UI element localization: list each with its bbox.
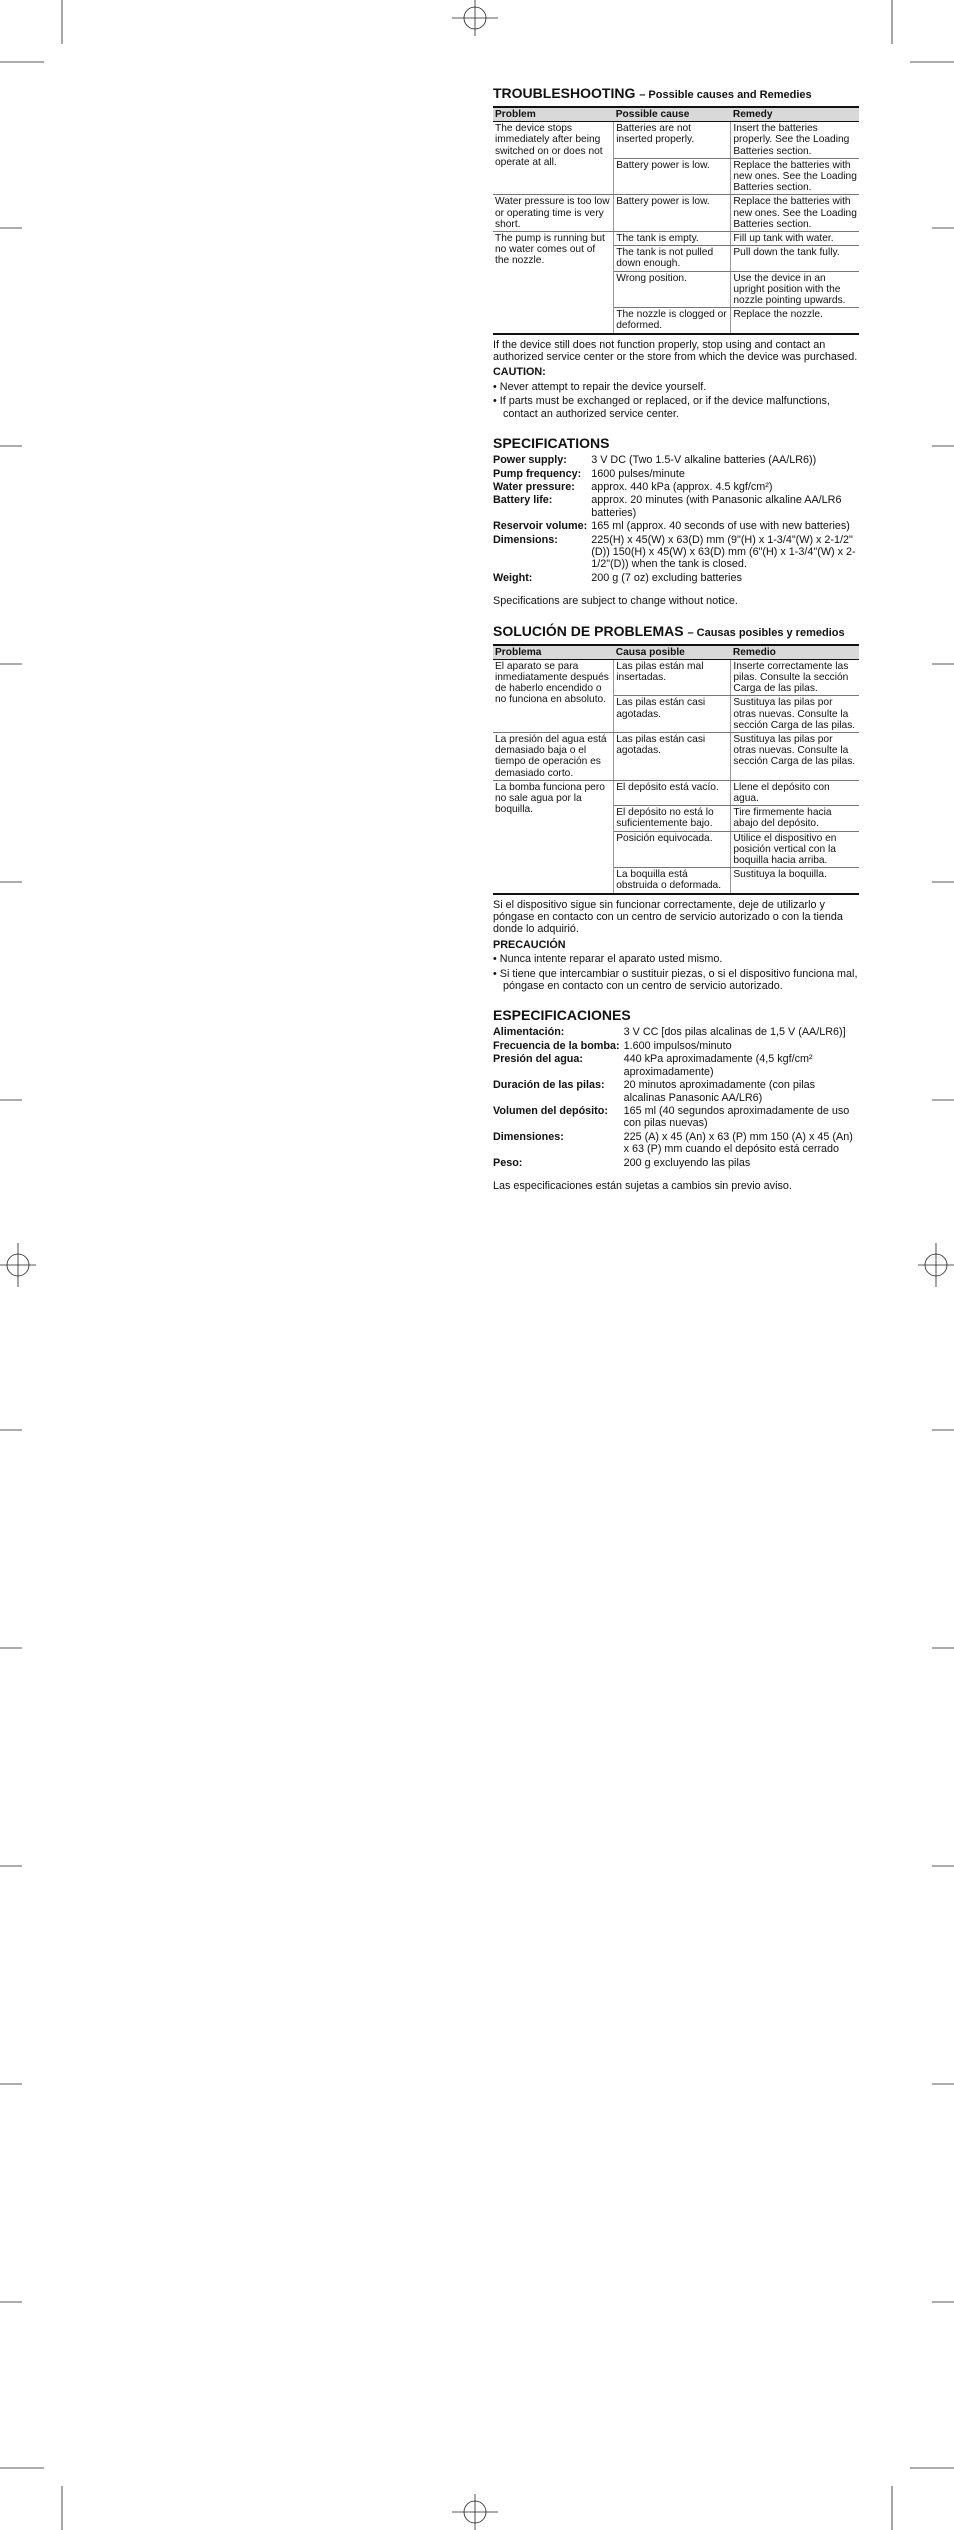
especificaciones-note: Las especificaciones están sujetas a cambios sin previo aviso. bbox=[493, 1179, 792, 1192]
table-row: Duración de las pilas: 20 minutos aproximadamente (con pilas alcalinas Panasonic AA/LR6) bbox=[493, 1079, 816, 1104]
troubleshooting-title: TROUBLESHOOTING bbox=[493, 85, 636, 101]
troubleshooting-caution-label: CAUTION: bbox=[493, 366, 546, 379]
troubleshooting-heading bbox=[493, 86, 859, 103]
table-row: The tank is not pulled down enough. Pull down the tank fully. bbox=[493, 246, 859, 271]
table-header: Possible cause bbox=[614, 107, 731, 122]
table-row: Weight: 200 g (7 oz) excluding batteries bbox=[493, 571, 742, 584]
table-row: Dimensions: 225(H) x 45(W) x 63(D) mm (9"(H) x 1-3/4"(W) x 2-1/2"(D)) 150(H) x 45(W) x 63(D) mm (6"(H) x 1-3/4"(W) x 2-1/2"(D)) when the tank is closed. bbox=[493, 533, 856, 571]
table-row: The device stops immediately after being switched on or does not operate at all. Batteries are not inserted properly. Insert the batteries properly. See the Loading Batteries section. bbox=[493, 122, 859, 159]
solucion-section bbox=[493, 624, 859, 993]
especificaciones-title: ESPECIFICACIONES bbox=[493, 1007, 631, 1024]
solucion-caution-2: • Si tiene que intercambiar o sustituir piezas, o si el dispositivo funciona mal, póngase en contacto con un centro de servicio autorizado. bbox=[493, 967, 858, 993]
table-row: Dimensiones: 225 (A) x 45 (An) x 63 (P) mm 150 (A) x 45 (An) x 63 (P) mm cuando el depósito está cerrado bbox=[493, 1130, 853, 1156]
table-row: Alimentación: 3 V CC [dos pilas alcalinas de 1,5 V (AA/LR6)] bbox=[493, 1026, 846, 1039]
specifications-section bbox=[493, 436, 859, 607]
troubleshooting-subtitle: – Possible causes and Remedies bbox=[639, 89, 812, 101]
table-header: Problema bbox=[493, 645, 614, 660]
solucion-caution-label: PRECAUCIÓN bbox=[493, 938, 566, 951]
specifications-table bbox=[493, 454, 859, 585]
table-row: Presión del agua: 440 kPa aproximadamente (4,5 kgf/cm² aproximadamente) bbox=[493, 1053, 813, 1078]
specifications-note: Specifications are subject to change without notice. bbox=[493, 595, 738, 608]
table-row: Water pressure is too low or operating time is very short. Battery power is low. Replace the batteries with new ones. See the Loading Batteries section. bbox=[493, 195, 859, 232]
troubleshooting-section bbox=[493, 86, 859, 420]
table-row: La boquilla está obstruida o deformada. Sustituya la boquilla. bbox=[493, 868, 859, 894]
solucion-after: Si el dispositivo sigue sin funcionar correctamente, deje de utilizarlo y póngase en contacto con un centro de servicio autorizado o con la tienda donde lo adquirió. bbox=[493, 898, 843, 936]
solucion-title: SOLUCIÓN DE PROBLEMAS bbox=[493, 622, 684, 639]
solucion-table bbox=[493, 644, 859, 895]
troubleshooting-table bbox=[493, 106, 859, 335]
solucion-heading bbox=[493, 624, 859, 641]
table-row: Wrong position. Use the device in an upright position with the nozzle pointing upwards. bbox=[493, 271, 859, 308]
solucion-caution-1: • Nunca intente reparar el aparato usted mismo. bbox=[493, 953, 723, 966]
table-row: Frecuencia de la bomba: 1.600 impulsos/minuto bbox=[493, 1039, 732, 1052]
troubleshooting-caution-2: • If parts must be exchanged or replaced, or if the device malfunctions, contact an authorized service center. bbox=[493, 395, 830, 420]
table-row: El depósito no está lo suficientemente bajo. Tire firmemente hacia abajo del depósito. bbox=[493, 806, 859, 831]
right-column bbox=[493, 86, 859, 1208]
table-row: The pump is running but no water comes out of the nozzle. The tank is empty. Fill up tank with water. bbox=[493, 232, 859, 246]
specifications-title: SPECIFICATIONS bbox=[493, 435, 610, 452]
table-row: Posición equivocada. Utilice el dispositivo en posición vertical con la boquilla hacia arriba. bbox=[493, 831, 859, 868]
table-row: The nozzle is clogged or deformed. Replace the nozzle. bbox=[493, 308, 859, 334]
especificaciones-table bbox=[493, 1026, 859, 1169]
table-row: Reservoir volume: 165 ml (approx. 40 seconds of use with new batteries) bbox=[493, 520, 850, 533]
troubleshooting-caution-1: • Never attempt to repair the device yourself. bbox=[493, 380, 707, 393]
table-row: Water pressure: approx. 440 kPa (approx. 4.5 kgf/cm²) bbox=[493, 480, 773, 493]
table-row: Power supply: 3 V DC (Two 1.5-V alkaline batteries (AA/LR6)) bbox=[493, 454, 817, 467]
especificaciones-section bbox=[493, 1008, 859, 1192]
table-row: La presión del agua está demasiado baja o el tiempo de operación es demasiado corto. Las pilas están casi agotadas. Sustituya las pilas por otras nuevas. Consulte la sección Carga de las pilas. bbox=[493, 732, 859, 780]
table-header: Remedio bbox=[731, 645, 859, 660]
table-row: Pump frequency: 1600 pulses/minute bbox=[493, 467, 685, 480]
table-header: Problem bbox=[493, 107, 614, 122]
solucion-subtitle: – Causas posibles y remedios bbox=[687, 626, 845, 639]
troubleshooting-after: If the device still does not function properly, stop using and contact an authorized service center or the store from which the device was purchased. bbox=[493, 338, 858, 364]
table-row: Peso: 200 g excluyendo las pilas bbox=[493, 1156, 751, 1169]
table-row: Battery life: approx. 20 minutes (with Panasonic alkaline AA/LR6 batteries) bbox=[493, 494, 842, 519]
table-row: El aparato se para inmediatamente después de haberlo encendido o no funciona en absoluto. Las pilas están mal insertadas. Inserte correctamente las pilas. Consulte la sección Carga de las pilas. bbox=[493, 659, 859, 696]
table-row: Battery power is low. Replace the batteries with new ones. See the Loading Batteries section. bbox=[493, 158, 859, 195]
table-header: Remedy bbox=[731, 107, 859, 122]
table-row: Volumen del depósito: 165 ml (40 segundos aproximadamente de uso con pilas nuevas) bbox=[493, 1104, 850, 1130]
table-row: Las pilas están casi agotadas. Sustituya las pilas por otras nuevas. Consulte la sección Carga de las pilas. bbox=[493, 696, 859, 733]
table-header: Causa posible bbox=[614, 645, 731, 660]
table-row: La bomba funciona pero no sale agua por la boquilla. El depósito está vacío. Llene el depósito con agua. bbox=[493, 780, 859, 805]
